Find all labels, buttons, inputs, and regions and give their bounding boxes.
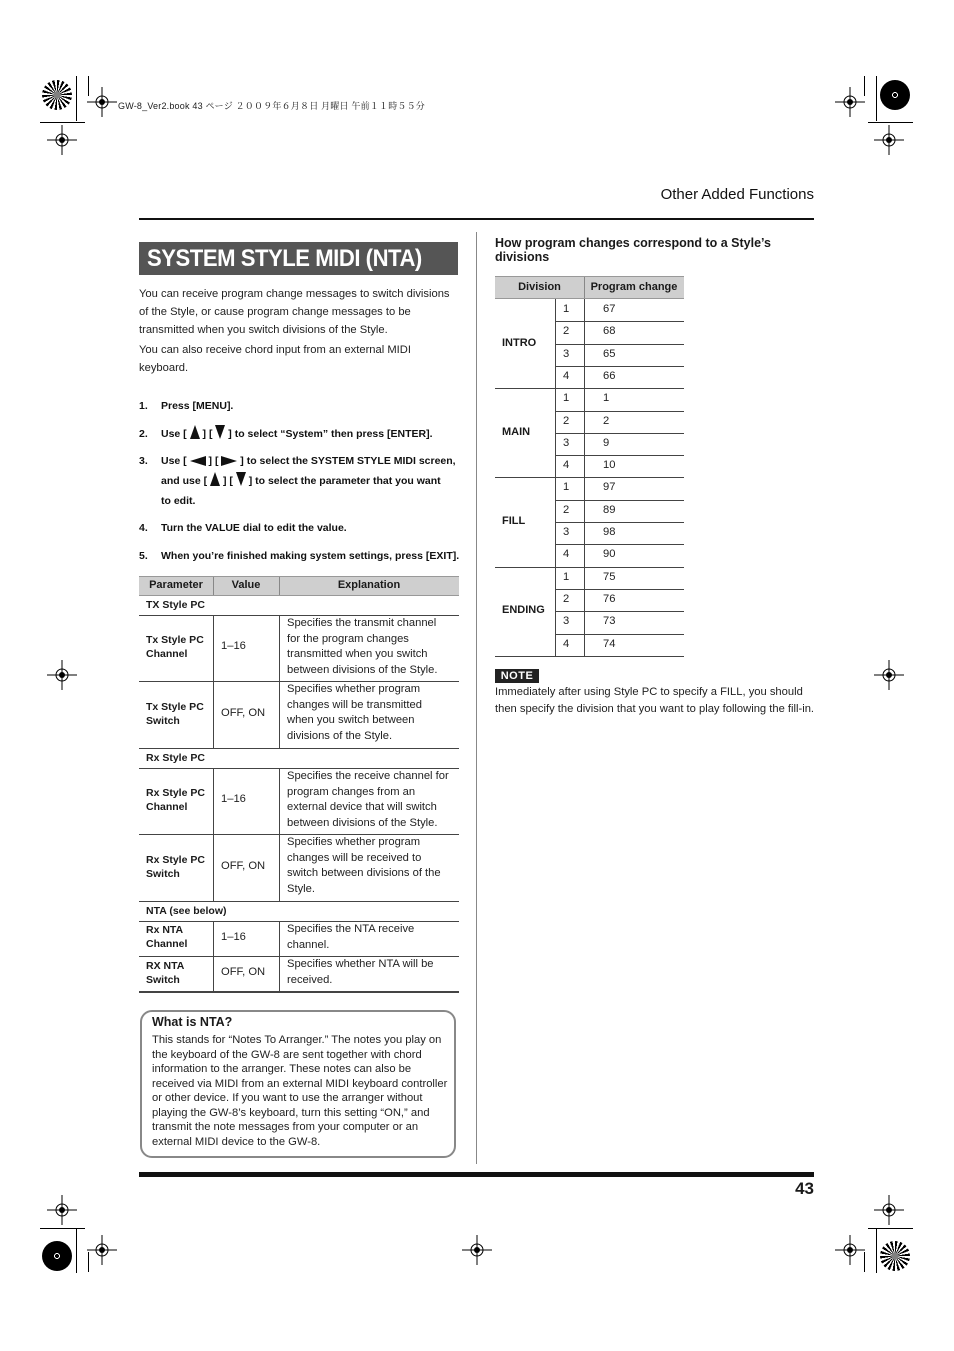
row-separator bbox=[555, 522, 684, 523]
section-rx: Rx Style PC bbox=[146, 752, 205, 764]
program-change-value: 75 bbox=[603, 570, 616, 583]
nta-box-text: This stands for “Notes To Arranger.” The notes you play on the keyboard of the GW-8 are sent together with chord information to the arranger. These notes can also be received via MIDI from an external MIDI keyboard controller or other device. If you want to use the arranger without playing the GW-8’s keyboard, turn this setting “ON,” and transmit the note messages from your computer or an external MIDI device to the GW-8. bbox=[152, 1034, 448, 1148]
program-change-value: 68 bbox=[603, 325, 616, 338]
crosshair-icon bbox=[47, 125, 77, 155]
intro-paragraph-1: You can receive program change messages to switch divisions of the Style, or cause program change messages to be transmitted when you switch divisions of the Style. bbox=[139, 288, 450, 336]
division-variation: 3 bbox=[563, 526, 570, 538]
column-line bbox=[584, 477, 585, 566]
program-change-value: 90 bbox=[603, 548, 616, 561]
value-tx-switch: OFF, ON bbox=[221, 707, 266, 719]
division-variation: 1 bbox=[563, 481, 570, 494]
param-rx-switch: Rx Style PC Switch bbox=[146, 854, 205, 880]
crosshair-icon bbox=[835, 1235, 865, 1265]
row-separator bbox=[555, 634, 684, 635]
group-separator bbox=[495, 388, 684, 389]
division-variation: 3 bbox=[563, 347, 570, 360]
bottom-rule bbox=[139, 1172, 814, 1177]
crosshair-icon bbox=[874, 660, 904, 690]
division-name: FILL bbox=[502, 515, 526, 527]
header-explanation: Explanation bbox=[337, 579, 401, 591]
up-arrow-icon bbox=[210, 472, 220, 486]
program-change-value: 2 bbox=[603, 414, 610, 427]
step-number: 4. bbox=[139, 522, 148, 534]
crosshair-icon bbox=[462, 1235, 492, 1265]
value-tx-channel: 1–16 bbox=[221, 640, 246, 652]
value-nta-switch: OFF, ON bbox=[221, 966, 266, 978]
program-change-value: 65 bbox=[603, 347, 616, 360]
step-number: 3. bbox=[139, 455, 148, 467]
group-separator bbox=[495, 477, 684, 478]
crosshair-icon bbox=[87, 87, 117, 117]
step-number: 2. bbox=[139, 428, 148, 440]
intro-paragraph-2: You can also receive chord input from an external MIDI keyboard. bbox=[139, 344, 411, 374]
down-arrow-icon bbox=[215, 425, 225, 439]
division-variation: 2 bbox=[563, 592, 570, 605]
step-text: Use [ ] [ ] to select “System” then press [ENTER]. bbox=[161, 424, 461, 444]
division-name: MAIN bbox=[502, 425, 531, 438]
note-text: Immediately after using Style PC to specify a FILL, you should then specify the division that you want to play following the fill-in. bbox=[495, 686, 815, 715]
left-arrow-icon bbox=[190, 456, 206, 466]
book-file-info: GW-8_Ver2.book 43 ページ ２００９年６月８日 月曜日 午前１１時５５分 bbox=[118, 101, 426, 111]
param-rx-channel: Rx Style PC Channel bbox=[146, 787, 205, 813]
step-number: 1. bbox=[139, 400, 148, 412]
group-separator bbox=[495, 567, 684, 568]
row-separator bbox=[555, 411, 684, 412]
param-tx-channel: Tx Style PC Channel bbox=[146, 634, 204, 660]
program-change-value: 9 bbox=[603, 436, 610, 449]
param-nta-switch: RX NTA Switch bbox=[146, 960, 184, 986]
expl-rx-channel: Specifies the receive channel for program changes from an external device that will switch between divisions of the Style. bbox=[287, 770, 449, 829]
step-text: Press [MENU]. bbox=[161, 400, 234, 412]
division-variation: 4 bbox=[563, 637, 570, 650]
row-separator bbox=[555, 433, 684, 434]
step-text: Use [ ] [ ] to select the SYSTEM STYLE MIDI screen, and use [ ] [ ] to select the parameter that you want to edit. bbox=[161, 455, 456, 507]
page-number: 43 bbox=[795, 1179, 814, 1198]
division-name: INTRO bbox=[502, 336, 537, 349]
column-line bbox=[555, 477, 556, 566]
column-line bbox=[584, 299, 585, 388]
row-separator bbox=[555, 500, 684, 501]
param-nta-channel: Rx NTA Channel bbox=[146, 924, 188, 950]
program-change-value: 73 bbox=[603, 615, 616, 628]
program-change-value: 10 bbox=[603, 459, 616, 472]
expl-nta-switch: Specifies whether NTA will be received. bbox=[287, 958, 434, 986]
step-text: Turn the VALUE dial to edit the value. bbox=[161, 522, 347, 534]
value-nta-channel: 1–16 bbox=[221, 931, 246, 943]
program-change-value: 97 bbox=[603, 481, 616, 494]
program-change-value: 89 bbox=[603, 503, 616, 516]
column-line bbox=[555, 567, 556, 656]
step-text: When you’re finished making system settings, press [EXIT]. bbox=[161, 550, 460, 562]
header-value: Value bbox=[231, 579, 261, 591]
program-change-value: 74 bbox=[603, 637, 616, 650]
expl-nta-channel: Specifies the NTA receive channel. bbox=[287, 923, 415, 951]
division-variation: 3 bbox=[563, 615, 570, 628]
division-variation: 2 bbox=[563, 414, 570, 427]
row-separator bbox=[555, 366, 684, 367]
value-rx-switch: OFF, ON bbox=[221, 860, 266, 872]
row-separator bbox=[555, 611, 684, 612]
row-separator bbox=[555, 455, 684, 456]
column-line bbox=[584, 567, 585, 656]
division-variation: 3 bbox=[563, 436, 570, 449]
division-variation: 1 bbox=[563, 570, 570, 583]
division-variation: 4 bbox=[563, 369, 570, 382]
step-number: 5. bbox=[139, 550, 148, 562]
crosshair-icon bbox=[47, 660, 77, 690]
row-separator bbox=[555, 344, 684, 345]
crosshair-icon bbox=[87, 1235, 117, 1265]
program-change-value: 1 bbox=[603, 392, 610, 405]
crosshair-icon bbox=[874, 125, 904, 155]
down-arrow-icon bbox=[236, 472, 246, 486]
registration-disc-icon bbox=[42, 80, 72, 110]
row-separator bbox=[555, 589, 684, 590]
param-tx-switch: Tx Style PC Switch bbox=[146, 701, 204, 727]
section-nta: NTA (see below) bbox=[146, 905, 227, 917]
row-separator bbox=[555, 544, 684, 545]
header-division: Division bbox=[518, 281, 561, 293]
running-head: Other Added Functions bbox=[660, 186, 814, 203]
division-variation: 4 bbox=[563, 459, 570, 472]
program-change-value: 98 bbox=[603, 526, 616, 538]
program-change-value: 76 bbox=[603, 592, 616, 605]
section-title: SYSTEM STYLE MIDI (NTA) bbox=[147, 245, 422, 272]
division-variation: 1 bbox=[563, 303, 570, 315]
column-line bbox=[555, 299, 556, 388]
header-program-change: Program change bbox=[590, 281, 678, 293]
column-divider bbox=[476, 232, 477, 1164]
nta-box-title: What is NTA? bbox=[152, 1015, 233, 1029]
top-rule bbox=[139, 218, 814, 220]
division-variation: 1 bbox=[563, 392, 570, 405]
crosshair-icon bbox=[835, 87, 865, 117]
section-tx: TX Style PC bbox=[146, 599, 205, 611]
column-line bbox=[584, 388, 585, 477]
row-separator bbox=[555, 321, 684, 322]
program-change-value: 66 bbox=[603, 369, 616, 382]
group-separator bbox=[495, 656, 684, 657]
program-change-value: 67 bbox=[603, 303, 616, 315]
registration-disc-icon bbox=[880, 1241, 910, 1271]
division-variation: 2 bbox=[563, 325, 570, 338]
section-title-bar bbox=[139, 242, 458, 275]
division-variation: 2 bbox=[563, 503, 570, 516]
value-rx-channel: 1–16 bbox=[221, 793, 246, 805]
up-arrow-icon bbox=[190, 425, 200, 439]
registration-disc-icon bbox=[880, 80, 910, 110]
division-variation: 4 bbox=[563, 548, 570, 561]
expl-tx-channel: Specifies the transmit channel for the program changes transmitted when you switch between divisions of the Style. bbox=[287, 617, 438, 676]
crosshair-icon bbox=[874, 1195, 904, 1225]
column-line bbox=[555, 388, 556, 477]
crosshair-icon bbox=[47, 1195, 77, 1225]
expl-tx-switch: Specifies whether program changes will be transmitted when you switch between divisions of the Style. bbox=[287, 683, 422, 742]
expl-rx-switch: Specifies whether program changes will be received to switch between divisions of the Style. bbox=[287, 836, 441, 895]
registration-disc-icon bbox=[42, 1241, 72, 1271]
division-name: ENDING bbox=[502, 604, 545, 617]
note-badge: NOTE bbox=[495, 669, 539, 683]
division-table-heading: How program changes correspond to a Style’s divisions bbox=[495, 236, 771, 264]
header-parameter: Parameter bbox=[149, 579, 203, 591]
right-arrow-icon bbox=[221, 456, 237, 466]
